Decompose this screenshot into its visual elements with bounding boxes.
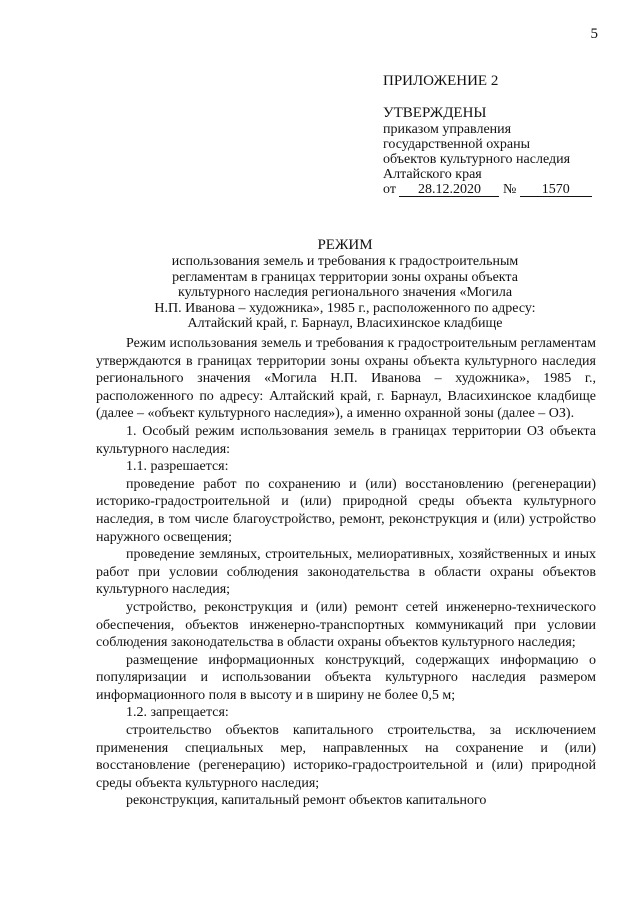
- title-line: Алтайский край, г. Барнаул, Власихинское кладбище: [187, 316, 503, 331]
- title-line: Н.П. Иванова – художника», 1985 г., расположенного по адресу:: [154, 300, 536, 316]
- document-body: [96, 335, 596, 810]
- list-paragraph: размещение информационных конструкций, содержащих информацию о популяризации и использовании объекта культурного наследия размером информационного поля в высоту и в ширину не более 0,5 м;: [96, 652, 596, 703]
- list-paragraph: реконструкция, капитальный ремонт объектов капитального: [126, 793, 487, 809]
- subsection-heading: 1.1. разрешается:: [126, 459, 229, 475]
- approval-line: государственной охраны: [383, 137, 531, 152]
- approval-block: [383, 74, 623, 197]
- list-paragraph: строительство объектов капитального строительства, за исключением применения специальных мер, направленных на сохранение и (или) восстановление (регенерацию) историко-градостроительной и (или) природной среды объекта культурного наследия;: [96, 723, 596, 791]
- order-number: 1570: [520, 183, 592, 197]
- title-line: использования земель и требования к градостроительным: [171, 254, 519, 269]
- approval-line: объектов культурного наследия: [383, 152, 571, 167]
- list-paragraph: проведение земляных, строительных, мелиоративных, хозяйственных и иных работ при условии соблюдения законодательства в области охраны объектов культурного наследия;: [96, 547, 596, 598]
- subsection-heading: 1.2. запрещается:: [126, 705, 229, 721]
- intro-paragraph: Режим использования земель и требования к градостроительным регламентам утверждаются в границах территории зоны охраны объекта культурного наследия регионального значения «Могила Н.П. Иванова – художника», 1985 г., расположенного по адресу: Алтайский край, г. Барнаул, Власихинское кладбище (далее – «объект культурного наследия»), а именно охранной зоны (далее – ОЗ).: [96, 336, 596, 422]
- document-title: [80, 237, 610, 332]
- approval-line: приказом управления: [383, 122, 512, 137]
- page-number: 5: [590, 26, 598, 42]
- date-prefix: от: [383, 182, 396, 197]
- section-heading: 1. Особый режим использования земель в границах территории ОЗ объекта культурного наследия:: [96, 423, 596, 457]
- title-heading: РЕЖИМ: [317, 237, 373, 253]
- title-line: культурного наследия регионального значения «Могила: [177, 285, 513, 300]
- approved-label: УТВЕРЖДЕНЫ: [383, 105, 487, 121]
- approval-line: Алтайского края: [383, 167, 482, 182]
- number-prefix: №: [502, 182, 517, 197]
- list-paragraph: устройство, реконструкция и (или) ремонт сетей инженерно-технического обеспечения, объектов инженерно-транспортных коммуникаций при условии соблюдения законодательства в области охраны объектов культурного наследия;: [96, 599, 596, 651]
- order-date-line: [383, 182, 623, 197]
- title-line: регламентам в границах территории зоны охраны объекта: [172, 269, 518, 285]
- order-date: 28.12.2020: [399, 183, 499, 197]
- appendix-label: ПРИЛОЖЕНИЕ 2: [383, 73, 499, 89]
- list-paragraph: проведение работ по сохранению и (или) восстановлению (регенерации) историко-градостроительной и (или) природной среды объекта культурного наследия, в том числе благоустройство, ремонт, реконструкция и (или) устройство наружного освещения;: [96, 476, 596, 545]
